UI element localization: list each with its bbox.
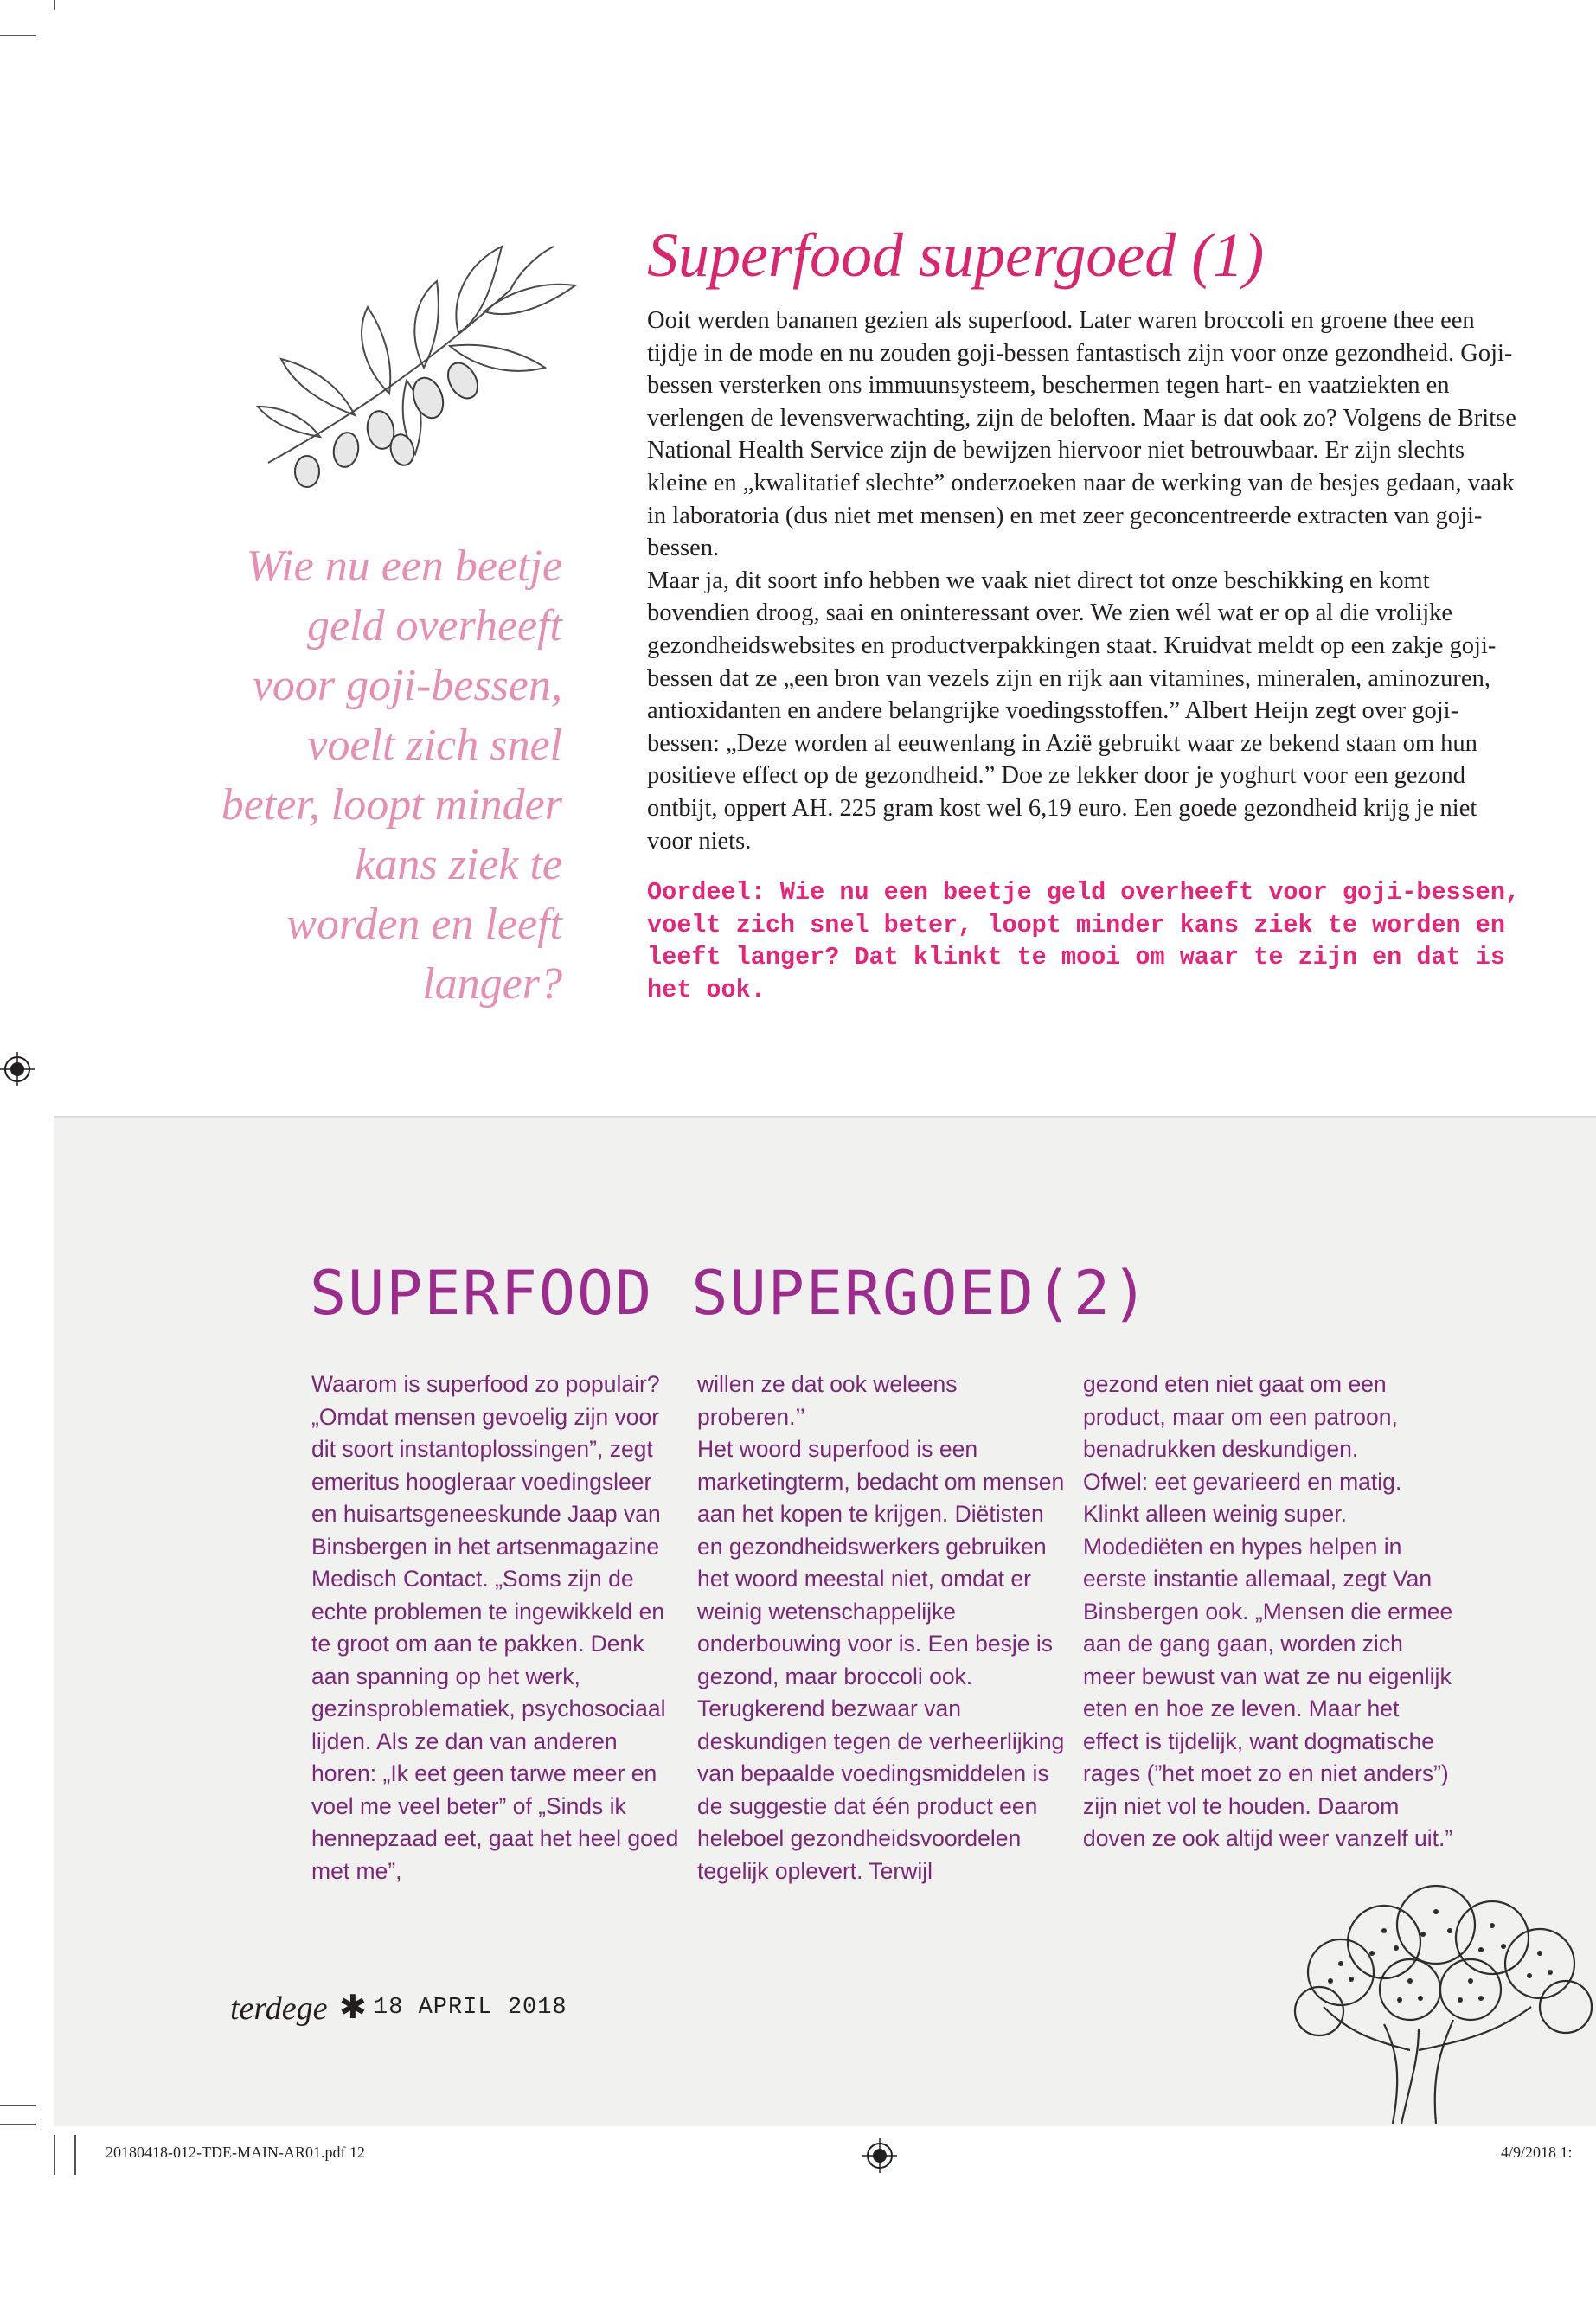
- body-paragraph: Het woord superfood is een marketingterm, bedacht om mensen aan het kopen te krijgen. Diëtisten en gezondheidswerkers gebruiken het woord meestal niet, omdat er weinig wetenschappelijke onderbouwing voor is. Een besje is gezond, maar broccoli ook.: [697, 1436, 1065, 1689]
- body-paragraph: Waarom is superfood zo populair? „Omdat mensen gevoelig zijn voor dit soort instantoplossingen”, zegt emeritus hoogleraar voedingsleer en huisartsgeneeskunde Jaap van Binsbergen in het artsenmagazine Medisch Contact. „Soms zijn de echte problemen te ingewikkeld en te groot om aan te pakken. Denk aan spanning op het werk, gezinsproblematiek, psychosociaal lijden. Als ze dan van anderen horen: „Ik eet geen tarwe meer en voel me veel beter” of „Sinds ik hennepzaad eet, gaat het heel goed met me”,: [311, 1371, 679, 1884]
- crop-mark: [54, 2135, 55, 2175]
- article-title: Superfood supergoed (1): [647, 221, 1265, 290]
- body-paragraph: Ooit werden bananen gezien als superfood. Later waren broccoli en groene thee een tijdje in de mode en nu zouden goji-bessen fantastisch zijn voor onze gezondheid. Goji-bessen versterken ons immuunsysteem, beschermen tegen hart- en vaatziekten en verlengen de levensverwachting, zijn de beloften. Maar is dat ook zo? Volgens de Britse National Health Service zijn de bewijzen hiervoor niet betrouwbaar. Er zijn slechts kleine en „kwalitatief slechte” onderzoeken naar de werking van de besjes gedaan, vaak in laboratoria (dus niet met mensen) en met zeer geconcentreerde extracten van goji-bessen.: [647, 307, 1516, 562]
- text-column: [1083, 1368, 1455, 1856]
- footer-separator: ✱: [339, 1988, 367, 2026]
- crop-mark: [0, 35, 36, 36]
- crop-mark: [0, 2124, 36, 2125]
- registration-mark-icon: [862, 2138, 897, 2173]
- crop-mark: [0, 2105, 36, 2106]
- registration-mark-icon: [0, 1052, 35, 1086]
- magazine-brand: terdege: [230, 1990, 328, 2027]
- file-date: 4/9/2018 1:: [1501, 2144, 1573, 2161]
- file-slug: 20180418-012-TDE-MAIN-AR01.pdf 12: [106, 2144, 365, 2161]
- section-title: SUPERFOOD SUPERGOED(2): [310, 1258, 1151, 1329]
- body-paragraph: Terugkerend bezwaar van deskundigen tegen de verheerlijking van bepaalde voedingsmiddelen is de suggestie dat één product een heleboel gezondheidsvoordelen tegelijk oplevert. Terwijl: [697, 1695, 1065, 1884]
- body-paragraph: Modediëten en hypes helpen in eerste instantie allemaal, zegt Van Binsbergen ook. „Mensen die ermee aan de gang gaan, worden zich meer bewust van wat ze nu eigenlijk eten en hoe ze leven. Maar het effect is tijdelijk, want dogmatische rages (”het moet zo en niet anders”) zijn niet vol te houden. Daarom doven ze ook altijd weer vanzelf uit.”: [1083, 1533, 1453, 1851]
- crop-mark: [54, 0, 55, 10]
- issue-date: 18 APRIL 2018: [374, 1995, 567, 2021]
- article-body: [647, 304, 1521, 857]
- body-paragraph: Maar ja, dit soort info hebben we vaak niet direct tot onze beschikking en komt bovendien droog, saai en oninteressant over. We zien wél wat er op al die vrolijke gezondheidswebsites en productverpakkingen staat. Kruidvat meldt op een zakje goji-bessen dat ze „een bron van vezels zijn en rijk aan vitamines, mineralen, aminozuren, antioxidanten en andere belangrijke voedingsstoffen.” Albert Heijn zegt over goji-bessen: „Deze worden al eeuwenlang in Azië gebruikt waar ze bekend staan om hun positieve effect op de gezondheid.” Doe ze lekker door je yoghurt voor een gezond ontbijt, oppert AH. 225 gram kost wel 6,19 euro. Een goede gezondheid krijg je niet voor niets.: [647, 567, 1497, 855]
- crop-mark: [74, 2135, 76, 2175]
- verdict-text: Oordeel: Wie nu een beetje geld overheeft voor goji-bessen, voelt zich snel beter, loopt minder kans ziek te worden en leeft langer? Dat klinkt te mooi om waar te zijn en dat is het ook.: [647, 878, 1521, 1004]
- broccoli-illustration: [1289, 1877, 1596, 2124]
- olive-branch-illustration: [251, 238, 588, 497]
- body-paragraph: gezond eten niet gaat om een product, maar om een patroon, benadrukken deskundigen.: [1083, 1371, 1398, 1462]
- text-column: [697, 1368, 1069, 1888]
- text-column: [311, 1368, 683, 1888]
- body-paragraph: willen ze dat ook weleens proberen.’’: [697, 1371, 958, 1430]
- body-paragraph: Ofwel: eet gevarieerd en matig. Klinkt alleen weinig super.: [1083, 1468, 1402, 1527]
- pull-quote: Wie nu een beetje geld overheeft voor goji-bessen, voelt zich snel beter, loopt minder kans ziek te worden en leeft langer?: [221, 542, 562, 1009]
